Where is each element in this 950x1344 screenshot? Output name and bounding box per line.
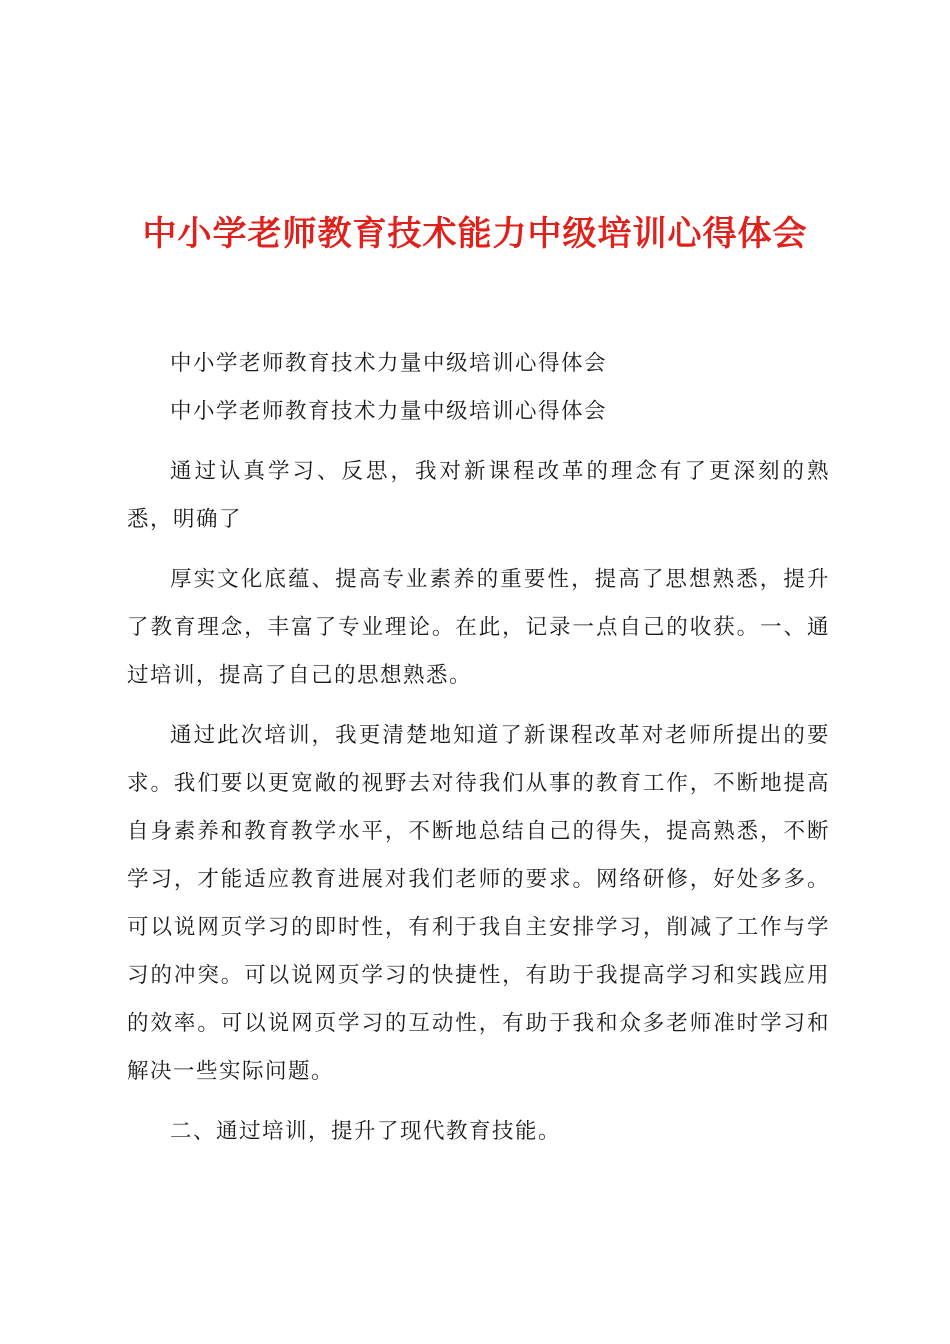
document-body bbox=[127, 340, 830, 1168]
paragraph-intro: 通过认真学习、反思，我对新课程改革的理念有了更深刻的熟悉，明确了 bbox=[127, 459, 830, 532]
paragraph-subtitle-2: 中小学老师教育技术力量中级培训心得体会 bbox=[170, 399, 608, 424]
paragraph-subtitle-1: 中小学老师教育技术力量中级培训心得体会 bbox=[170, 351, 608, 376]
paragraph-section-two: 二、通过培训，提升了现代教育技能。 bbox=[170, 1119, 562, 1144]
paragraph-section-one: 厚实文化底蕴、提高专业素养的重要性，提高了思想熟悉，提升了教育理念，丰富了专业理论。在此，记录一点自己的收获。一、通过培训，提高了自己的思想熟悉。 bbox=[127, 567, 830, 688]
paragraph-training-detail: 通过此次培训，我更清楚地知道了新课程改革对老师所提出的要求。我们要以更宽敞的视野去对待我们从事的教育工作，不断地提高自身素养和教育教学水平，不断地总结自己的得失，提高熟悉，不断学习，才能适应教育进展对我们老师的要求。网络研修，好处多多。可以说网页学习的即时性，有利于我自主安排学习，削减了工作与学习的冲突。可以说网页学习的快捷性，有助于我提高学习和实践应用的效率。可以说网页学习的互动性，有助于我和众多老师准时学习和解决一些实际问题。 bbox=[127, 723, 830, 1084]
document-title: 中小学老师教育技术能力中级培训心得体会 bbox=[142, 214, 808, 254]
